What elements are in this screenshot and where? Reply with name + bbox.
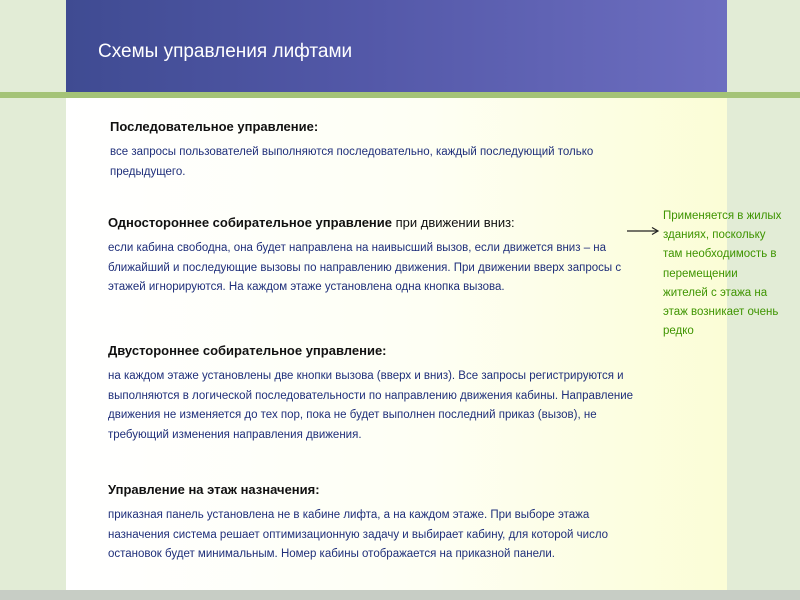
section-heading-text: Одностороннее собирательное управление — [108, 215, 392, 230]
section-body: если кабина свободна, она будет направлена на наивысший вызов, если движется вниз – на ближайший и последующие вызовы по направлению движения. При движении вверх запросы с этажей игнорируются. На каждом этаже установлена одна кнопка вызова. — [108, 242, 622, 293]
section-heading — [108, 342, 638, 360]
section-heading-text: Управление на этаж назначения: — [108, 482, 320, 497]
slide-title: Схемы управления лифтами — [98, 41, 353, 62]
section-one-way-collective — [108, 214, 638, 298]
green-divider — [0, 92, 800, 98]
section-two-way-collective — [108, 342, 638, 445]
section-body: приказная панель установлена не в кабине лифта, а на каждом этаже. При выборе этажа назначения система решает оптимизационную задачу и выбирает кабину, для которой число остановок будет минимальным. Номер кабины отображается на приказной панели. — [108, 509, 609, 560]
section-heading-rest: при движении вниз: — [392, 215, 515, 230]
section-heading-text: Последовательное управление: — [110, 119, 319, 134]
left-side-panel — [0, 0, 66, 600]
section-body: все запросы пользователей выполняются последовательно, каждый последующий только предыдущего. — [110, 146, 594, 178]
section-body: на каждом этаже установлены две кнопки вызова (вверх и вниз). Все запросы регистрируются и выполняются в логической последовательности по направлению движения кабины. Направление движения не изменяется до тех пор, пока не будет выполнен последний приказ (вызов), не требующий изменения направления движения. — [108, 370, 634, 441]
bottom-band — [0, 590, 800, 600]
section-sequential — [110, 118, 640, 182]
side-note: Применяется в жилых зданиях, поскольку там необходимость в перемещении жителей с этажа на этаж возникает очень редко — [663, 210, 782, 338]
section-heading — [110, 118, 640, 136]
section-heading — [108, 214, 638, 232]
section-heading-text: Двустороннее собирательное управление: — [108, 343, 387, 358]
section-destination-control — [108, 481, 638, 565]
right-arrow-icon — [627, 226, 661, 236]
section-heading — [108, 481, 638, 499]
